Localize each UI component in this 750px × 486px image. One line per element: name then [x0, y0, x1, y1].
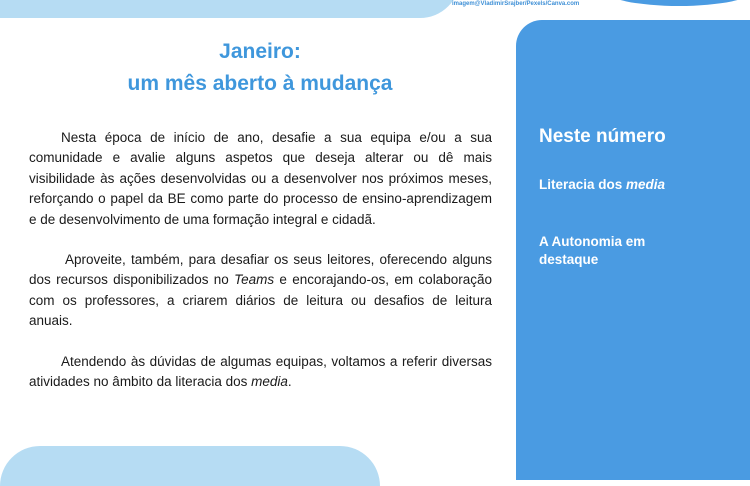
sidebar-title: Neste número — [539, 126, 666, 147]
article-paragraph-3 — [29, 352, 492, 393]
page-title — [30, 36, 490, 100]
title-line-1: Janeiro: — [219, 40, 301, 63]
header-band — [0, 0, 460, 18]
article-paragraph-1: Nesta época de início de ano, desafie a sua equipa e/ou a sua comunidade e avalie alguns aspetos que deseja alterar ou dê mais visibilidade às ações desenvolvidas ou a desenvolver nos próximos meses, reforçando o papel da BE como parte do processo de ensino-aprendizagem e de desenvolvimento de uma formação integral e cidadã. — [29, 130, 492, 227]
sidebar-item-literacia[interactable] — [539, 176, 739, 194]
sidebar-panel — [516, 20, 750, 480]
article-paragraph-2 — [29, 250, 492, 332]
article-body — [29, 128, 492, 412]
paragraph-3-text-b: . — [287, 374, 292, 390]
paragraph-2-emphasis: Teams — [234, 272, 275, 288]
paragraph-2-text-a: Aproveite, também, para desafiar os seus leitores, oferecendo alguns dos recursos disponibilizados no — [29, 252, 492, 288]
header-ellipse — [604, 0, 750, 6]
paragraph-3-emphasis: media — [251, 374, 288, 390]
footer-band — [0, 446, 380, 486]
sidebar-item-literacia-emphasis: media — [626, 177, 666, 192]
title-line-2: um mês aberto à mudança — [127, 72, 393, 95]
paragraph-2-text-b: e encorajando-os, em colaboração com os professores, a criarem diários de leitura ou desafios de leitura anuais. — [29, 272, 492, 329]
sidebar-item-literacia-label: Literacia dos — [539, 177, 627, 192]
image-credit: imagem@VladimirSrajber/Pexels/Canva.com — [452, 1, 580, 7]
paragraph-3-text-a: Atendendo às dúvidas de algumas equipas, voltamos a referir diversas atividades no âmbito da literacia dos — [29, 353, 492, 390]
sidebar-item-autonomia[interactable]: A Autonomia em destaque — [539, 234, 646, 267]
